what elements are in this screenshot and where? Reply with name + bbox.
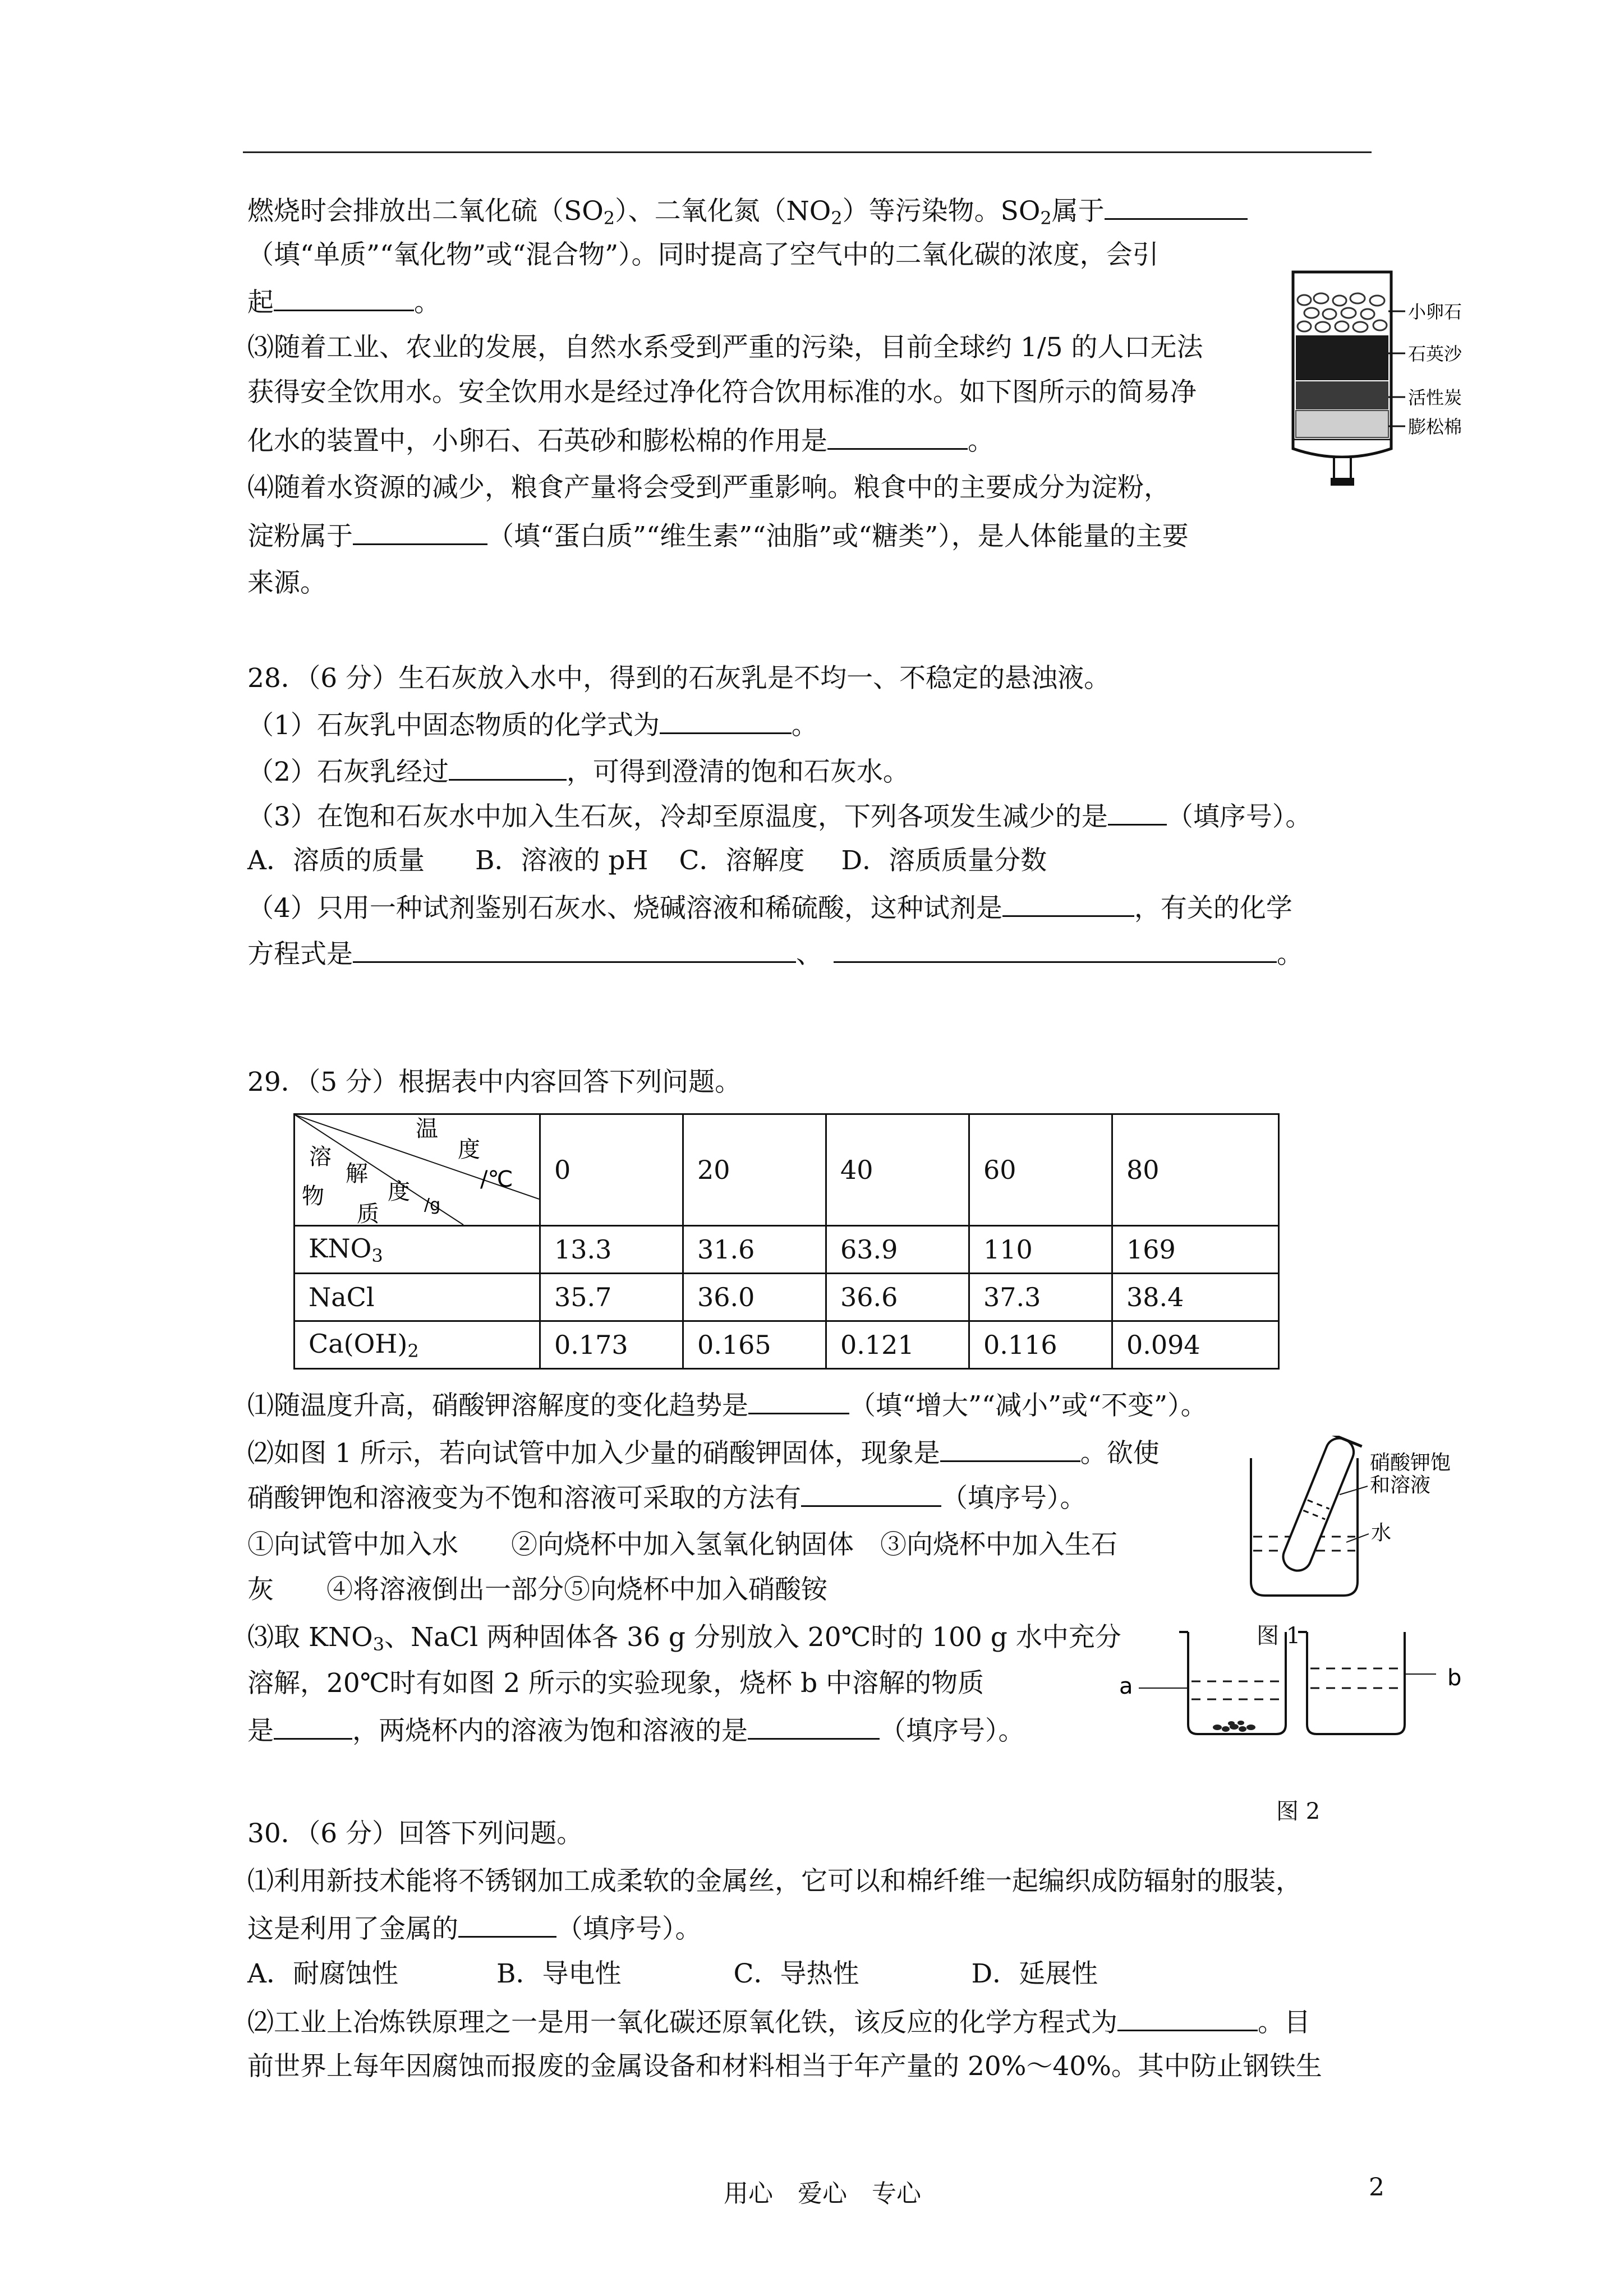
text: 方程式是: [247, 939, 353, 970]
text-line: [247, 519, 1189, 554]
header-sub-char: 质: [357, 1201, 379, 1225]
table-cell: 13.3: [540, 1226, 683, 1274]
option-d[interactable]: D．溶质质量分数: [841, 845, 1047, 876]
text-line: [247, 423, 994, 458]
table-row: [295, 1226, 1279, 1274]
text: 淀粉属于: [247, 521, 353, 552]
text: 化水的装置中，小卵石、石英砂和膨松棉的作用是: [247, 426, 827, 457]
text: 。目: [1258, 2007, 1310, 2038]
temp-header: 40: [826, 1114, 969, 1226]
option-c[interactable]: C．溶解度: [679, 845, 805, 876]
temp-header: 0: [540, 1114, 683, 1226]
text-line: 来源。: [247, 568, 326, 598]
option-a[interactable]: A．溶质的质量: [247, 845, 425, 876]
text: 。: [791, 710, 818, 741]
answer-blank[interactable]: [449, 754, 567, 781]
fig1-label-solution: 和溶液: [1370, 1474, 1431, 1497]
text-line: [247, 754, 909, 789]
fig1-label-solution: 硝酸钾饱: [1370, 1451, 1451, 1474]
text-line: （填“单质”“氧化物”或“混合物”）。同时提高了空气中的二氧化碳的浓度，会引: [247, 239, 1159, 270]
text: 起: [247, 287, 274, 318]
outlet-cap: [1331, 478, 1354, 486]
subscript: 2: [1040, 208, 1052, 229]
text-line: [247, 1388, 1207, 1423]
pebble-layer: [1296, 292, 1388, 334]
answer-blank[interactable]: [834, 937, 1277, 963]
q29-stem: 29．（5 分）根据表中内容回答下列问题。: [247, 1067, 742, 1098]
beaker-b-label: b: [1447, 1665, 1462, 1691]
text: ⑵如图 1 所示，若向试管中加入少量的硝酸钾固体，现象是: [247, 1438, 940, 1469]
table-header-row: [295, 1114, 1279, 1226]
label-pebble: 小卵石: [1408, 301, 1462, 322]
text: （填“蛋白质”“维生素”“油脂”或“糖类”），是人体能量的主要: [487, 521, 1189, 552]
text: ，两烧杯内的溶液为饱和溶液的是: [352, 1716, 748, 1746]
text-line: [247, 285, 440, 320]
header-sol-char: 度: [388, 1179, 410, 1205]
header-sol-char: 解: [346, 1161, 368, 1187]
temp-header: 60: [969, 1114, 1112, 1226]
q28-stem: 28．（6 分）生石灰放入水中，得到的石灰乳是不均一、不稳定的悬浊液。: [247, 663, 1111, 694]
beaker-a-label: a: [1119, 1673, 1133, 1699]
text-line: 前世界上每年因腐蚀而报废的金属设备和材料相当于年产量的 20%～40%。其中防止钢铁生: [247, 2051, 1322, 2082]
table-row: [295, 1321, 1279, 1369]
options-line: [247, 844, 1047, 878]
option-b[interactable]: B．导电性: [496, 1958, 622, 1989]
table-cell: 37.3: [969, 1274, 1112, 1321]
figure-2-beakers: [1116, 1615, 1475, 1744]
text: （3）在饱和石灰水中加入生石灰，冷却至原温度，下列各项发生减少的是: [247, 801, 1108, 832]
text-line: ⑶随着工业、农业的发展，自然水系受到严重的污染，目前全球约 1/5 的人口无法: [247, 332, 1203, 363]
text-line: [247, 1481, 1087, 1515]
table-cell: 35.7: [540, 1274, 683, 1321]
answer-blank[interactable]: [353, 937, 796, 963]
filter-bottom: [1293, 440, 1391, 457]
table-row: [295, 1274, 1279, 1321]
text: 。: [968, 426, 994, 457]
header-sol-char: 溶: [309, 1144, 332, 1170]
substance-name: NaCl: [309, 1282, 375, 1312]
undissolved-solid: [1213, 1721, 1255, 1732]
answer-blank[interactable]: [801, 1481, 941, 1507]
substance-cell: [295, 1321, 540, 1369]
text-line: [247, 1713, 1025, 1748]
answer-blank[interactable]: [748, 1388, 849, 1414]
text: （填序号）。: [556, 1914, 702, 1944]
text: （填序号）。: [880, 1716, 1025, 1746]
options-line: [247, 1957, 1098, 1991]
text-line: [247, 193, 1248, 235]
answer-blank[interactable]: [940, 1436, 1080, 1462]
subscript: 2: [603, 208, 615, 229]
answer-blank[interactable]: [1108, 799, 1167, 826]
text-line: [247, 891, 1292, 925]
carbon-layer: [1296, 381, 1388, 409]
header-temp-char: 度: [458, 1137, 480, 1163]
text-line: 溶解，20℃时有如图 2 所示的实验现象，烧杯 b 中溶解的物质: [247, 1668, 984, 1699]
table-cell: 0.165: [683, 1321, 826, 1369]
text: 燃烧时会排放出二氧化硫（SO: [247, 196, 604, 227]
q30-stem: 30．（6 分）回答下列问题。: [247, 1818, 583, 1849]
text-line: [247, 708, 818, 743]
table-cell: 0.121: [826, 1321, 969, 1369]
answer-blank[interactable]: [1105, 193, 1248, 220]
text: 属于: [1051, 196, 1105, 227]
test-tube: [1275, 1436, 1362, 1576]
text: 、: [796, 939, 822, 970]
answer-blank[interactable]: [274, 285, 414, 311]
table-cell: 0.173: [540, 1321, 683, 1369]
text-line: [247, 799, 1312, 834]
text-line: ⑷随着水资源的减少，粮食产量将会受到严重影响。粮食中的主要成分为淀粉，: [247, 472, 1170, 503]
text-line: [247, 937, 1303, 971]
label-quartz-sand: 石英沙: [1408, 343, 1462, 365]
text-line: ①向试管中加入水 ②向烧杯中加入氢氧化钠固体 ③向烧杯中加入生石: [247, 1529, 1117, 1560]
answer-blank[interactable]: [748, 1713, 880, 1740]
header-temp-char: 温: [416, 1116, 438, 1142]
subscript: 2: [407, 1340, 419, 1362]
substance-name: Ca(OH): [309, 1328, 408, 1359]
text-line: [247, 1911, 702, 1946]
header-temp-unit: /℃: [480, 1167, 513, 1192]
cotton-layer: [1296, 411, 1388, 437]
text: 是: [247, 1716, 274, 1746]
beaker-a: [1188, 1632, 1286, 1734]
subscript: 2: [831, 208, 843, 229]
answer-blank[interactable]: [1002, 891, 1134, 917]
text: （填序号）。: [1166, 801, 1312, 832]
text-line: [247, 1436, 1160, 1470]
text: ⑶取 KNO: [247, 1622, 373, 1653]
text: 硝酸钾饱和溶液变为不饱和溶液可采取的方法有: [247, 1483, 801, 1514]
figure-1-caption: 图 1: [1257, 1623, 1301, 1649]
text: 这是利用了金属的: [247, 1914, 458, 1944]
table-cell: 110: [969, 1226, 1112, 1274]
answer-blank[interactable]: [353, 519, 487, 545]
table-cell: 0.094: [1112, 1321, 1279, 1369]
text: ，可得到澄清的饱和石灰水。: [566, 757, 909, 787]
text: 。欲使: [1080, 1438, 1160, 1469]
text: （填序号）。: [941, 1483, 1087, 1514]
text-line: ⑶取 $KNO_3$、NaCl 两种固体各 36 g 分别放入 20℃时的 100 g 水中充分: [247, 1622, 1121, 1655]
text: 。: [1277, 939, 1303, 970]
diagonal-lines: [295, 1115, 539, 1225]
option-c[interactable]: C．导热性: [733, 1958, 859, 1989]
answer-blank[interactable]: [827, 423, 968, 450]
text: ）、二氧化氮（NO: [615, 196, 831, 227]
text: 、NaCl 两种固体各 36 g 分别放入 20℃时的 100 g 水中充分: [384, 1622, 1121, 1653]
table-cell: 169: [1112, 1226, 1279, 1274]
water-filter-figure: [1290, 269, 1492, 505]
label-cotton: 膨松棉: [1408, 416, 1462, 437]
option-a[interactable]: A．耐腐蚀性: [247, 1958, 398, 1989]
page-number: 2: [1369, 2173, 1384, 2202]
table-cell: 63.9: [826, 1226, 969, 1274]
beaker-b: [1307, 1632, 1405, 1734]
sand-layer: [1296, 335, 1388, 380]
text-line: 灰 ④将溶液倒出一部分⑤向烧杯中加入硝酸铵: [247, 1574, 827, 1605]
text: （4）只用一种试剂鉴别石灰水、烧碱溶液和稀硫酸，这种试剂是: [247, 893, 1002, 924]
fig1-label-water: 水: [1371, 1522, 1392, 1545]
text: ⑵工业上冶炼铁原理之一是用一氧化碳还原氧化铁，该反应的化学方程式为: [247, 2007, 1117, 2038]
substance-cell: [295, 1226, 540, 1274]
answer-blank[interactable]: [458, 1911, 556, 1938]
figure-2-caption: 图 2: [1276, 1799, 1321, 1824]
table-cell: 0.116: [969, 1321, 1112, 1369]
text: ⑴随温度升高，硝酸钾溶解度的变化趋势是: [247, 1390, 748, 1421]
temp-header: 20: [683, 1114, 826, 1226]
subscript: 3: [371, 1244, 383, 1266]
option-b[interactable]: B．溶液的 pH: [475, 845, 648, 876]
answer-blank[interactable]: [660, 708, 792, 734]
diagonal-header-cell: [295, 1114, 540, 1226]
solubility-table: [293, 1113, 1280, 1370]
text: ）等污染物。SO: [842, 196, 1041, 227]
footer-motto: 用心 爱心 专心: [724, 2179, 921, 2208]
table-cell: 36.6: [826, 1274, 969, 1321]
text: ，有关的化学: [1134, 893, 1292, 924]
answer-blank[interactable]: [1117, 2005, 1258, 2031]
substance-name: KNO: [309, 1233, 372, 1264]
table-cell: 31.6: [683, 1226, 826, 1274]
text: （填“增大”“减小”或“不变”）。: [849, 1390, 1207, 1421]
header-sol-unit: /g: [424, 1195, 441, 1215]
figure-1-test-tube: [1234, 1436, 1498, 1604]
label-activated-carbon: 活性炭: [1408, 387, 1462, 408]
text: （2）石灰乳经过: [247, 757, 449, 787]
table-cell: 36.0: [683, 1274, 826, 1321]
text-line: [247, 2005, 1310, 2040]
outlet-tube: [1334, 457, 1351, 480]
option-d[interactable]: D．延展性: [971, 1958, 1098, 1989]
text: （1）石灰乳中固态物质的化学式为: [247, 710, 660, 741]
text-line: 获得安全饮用水。安全饮用水是经过净化符合饮用标准的水。如下图所示的简易净: [247, 377, 1197, 408]
text-line: ⑴利用新技术能将不锈钢加工成柔软的金属丝，它可以和棉纤维一起编织成防辐射的服装，: [247, 1866, 1302, 1897]
header-sub-char: 物: [302, 1183, 324, 1209]
table-cell: 38.4: [1112, 1274, 1279, 1321]
answer-blank[interactable]: [274, 1713, 352, 1740]
substance-cell: [295, 1274, 540, 1321]
text: 。: [414, 287, 440, 318]
header-rule: [243, 151, 1372, 153]
temp-header: 80: [1112, 1114, 1279, 1226]
